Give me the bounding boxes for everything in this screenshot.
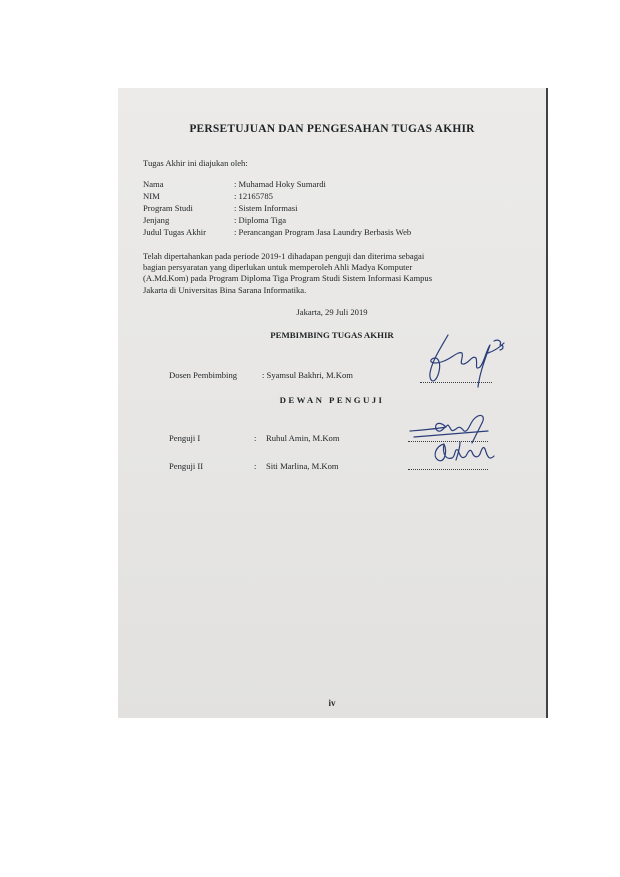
supervisor-heading: PEMBIMBING TUGAS AKHIR bbox=[270, 330, 394, 340]
field-value: : Sistem Informasi bbox=[234, 203, 298, 213]
examiner-label: Penguji I bbox=[169, 433, 201, 443]
document-title: PERSETUJUAN DAN PENGESAHAN TUGAS AKHIR bbox=[189, 123, 475, 135]
approval-paragraph bbox=[143, 251, 508, 296]
field-value: : Diploma Tiga bbox=[234, 215, 287, 225]
examiner-colon: : bbox=[254, 461, 257, 471]
intro-text: Tugas Akhir ini diajukan oleh: bbox=[143, 158, 248, 168]
supervisor-name: : Syamsul Bakhri, M.Kom bbox=[262, 370, 353, 380]
examiner-2-signature-line bbox=[408, 469, 488, 470]
paragraph-line: Jakarta di Universitas Bina Sarana Informatika. bbox=[143, 284, 307, 295]
field-label: Program Studi bbox=[143, 203, 193, 213]
field-label: Judul Tugas Akhir bbox=[143, 227, 207, 237]
scanned-page bbox=[118, 88, 548, 718]
supervisor-label: Dosen Pembimbing bbox=[169, 370, 238, 380]
paragraph-line: Telah dipertahankan pada periode 2019-1 dihadapan penguji dan diterima sebagai bbox=[143, 251, 425, 261]
examiner-2-signature bbox=[430, 438, 500, 468]
field-value: : Muhamad Hoky Sumardi bbox=[234, 179, 326, 189]
paragraph-line: bagian persyaratan yang diperlukan untuk memperoleh Ahli Madya Komputer bbox=[143, 262, 413, 273]
field-label: NIM bbox=[143, 191, 160, 201]
examiner-label: Penguji II bbox=[169, 461, 204, 471]
examiner-name: Ruhul Amin, M.Kom bbox=[266, 433, 340, 443]
examiner-name: Siti Marlina, M.Kom bbox=[266, 461, 339, 471]
page-number: iv bbox=[328, 698, 336, 708]
field-value: : 12165785 bbox=[234, 191, 273, 201]
examiners-heading: DEWAN PENGUJI bbox=[279, 395, 385, 405]
supervisor-signature bbox=[418, 331, 510, 391]
place-date: Jakarta, 29 Juli 2019 bbox=[296, 307, 368, 317]
examiner-colon: : bbox=[254, 433, 257, 443]
field-value: : Perancangan Program Jasa Laundry Berbasis Web bbox=[234, 227, 412, 237]
field-label: Jenjang bbox=[143, 215, 170, 225]
field-label: Nama bbox=[143, 179, 164, 189]
paragraph-line: (A.Md.Kom) pada Program Diploma Tiga Program Studi Sistem Informasi Kampus bbox=[143, 273, 433, 284]
